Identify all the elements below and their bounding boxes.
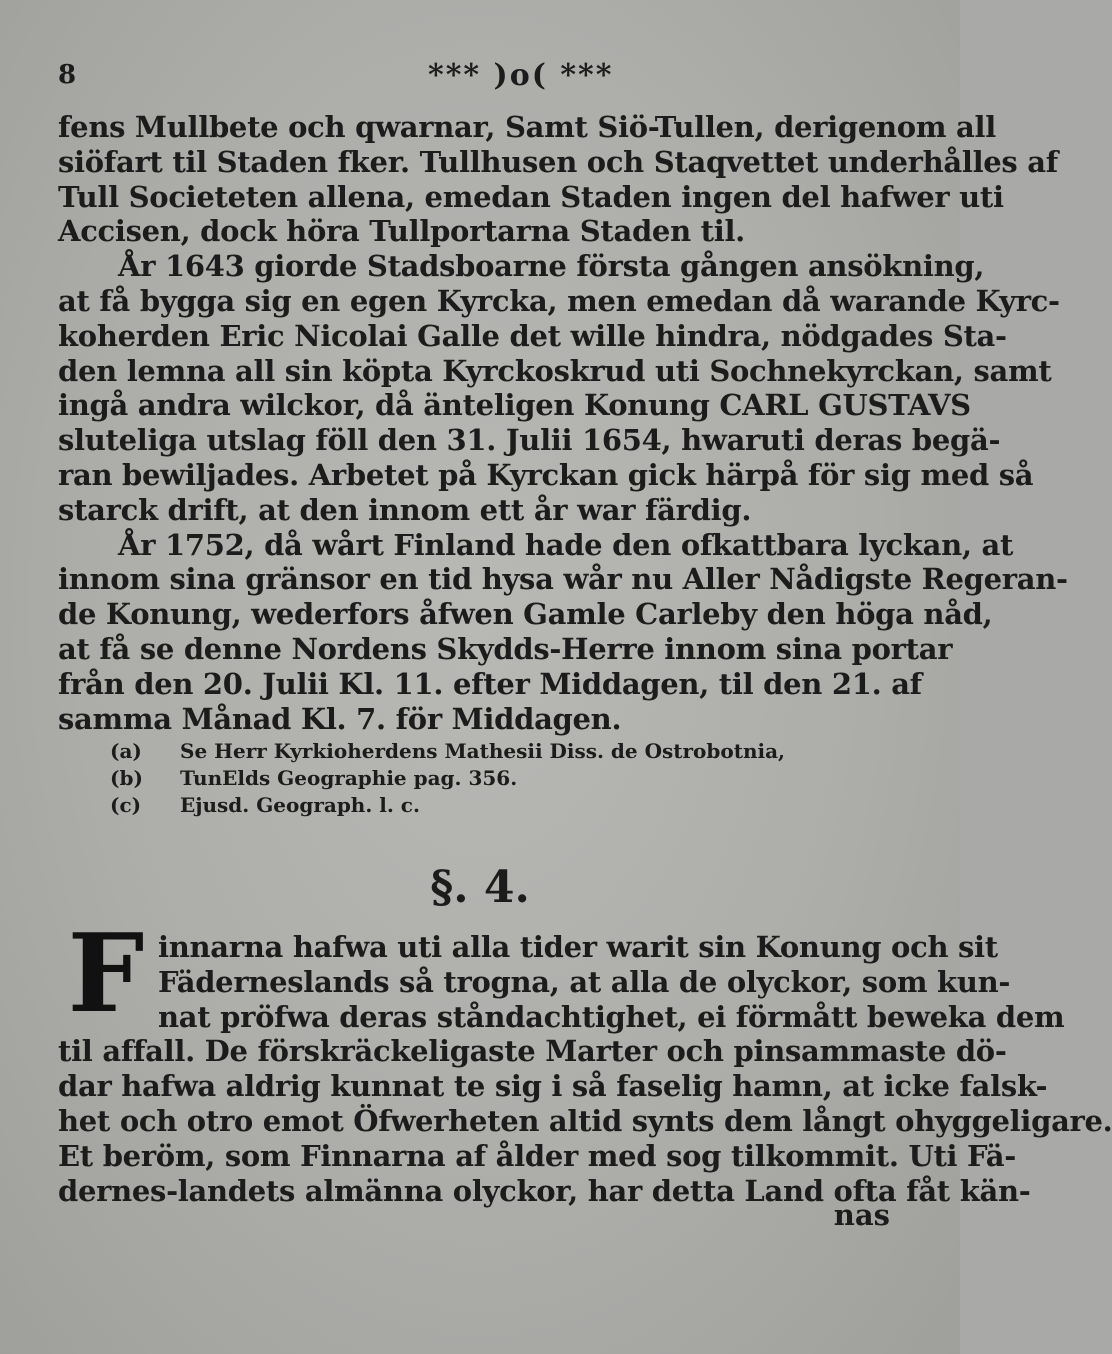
text-line: til affall. De förskräckeligaste Marter och pinsammaste dö-: [58, 1034, 1007, 1069]
text-line: de Konung, wederfors åfwen Gamle Carleby den höga nåd,: [58, 597, 993, 632]
footnote-text: Ejusd. Geograph. l. c.: [180, 793, 420, 817]
text-line: koherden Eric Nicolai Galle det wille hindra, nödgades Sta-: [58, 318, 1007, 353]
text-line: från den 20. Julii Kl. 11. efter Middagen, til den 21. af: [58, 666, 922, 701]
text-line: nat pröfwa deras ståndachtighet, ei förmått beweka dem: [158, 999, 1065, 1034]
text-line: dar hafwa aldrig kunnat te sig i så faselig hamn, at icke falsk-: [58, 1069, 1048, 1104]
text-line: fens Mullbete och qwarnar, Samt Siö-Tullen, derigenom all: [58, 110, 996, 144]
text-line: den lemna all sin köpta Kyrckoskrud uti Sochnekyrckan, samt: [58, 353, 1052, 388]
text-line: Accisen, dock höra Tullportarna Staden til.: [58, 214, 745, 249]
text-line: Fäderneslands så trogna, at alla de olyckor, som kun-: [158, 964, 1011, 999]
text-line: starck drift, at den innom ett år war färdig.: [58, 492, 752, 527]
text-line: innom sina gränsor en tid hysa wår nu Aller Nådigste Regeran-: [58, 562, 1068, 597]
text-line: innarna hafwa uti alla tider warit sin Konung och sit: [158, 930, 998, 964]
catchword: nas: [833, 1198, 890, 1232]
section-text: [58, 930, 1112, 1208]
text-line: at få bygga sig en egen Kyrcka, men emedan då warande Kyrc-: [58, 283, 1060, 318]
header-ornament: *** )o( ***: [428, 58, 614, 93]
footnote-mark: (c): [110, 793, 142, 817]
text-line: ingå andra wilckor, då änteligen Konung CARL GUSTAVS: [58, 388, 971, 423]
text-line: Et beröm, som Finnarna af ålder med sog tilkommit. Uti Fä-: [58, 1138, 1016, 1173]
text-line: ran bewiljades. Arbetet på Kyrckan gick härpå för sig med så: [58, 457, 1034, 492]
page-number: 8: [58, 60, 77, 90]
text-line: at få se denne Nordens Skydds-Herre innom sina portar: [58, 631, 953, 666]
page-header: [58, 58, 898, 98]
footnote-mark: (b): [110, 766, 143, 790]
drop-cap: F: [67, 911, 145, 1037]
text-line: samma Månad Kl. 7. för Middagen.: [58, 701, 622, 736]
section-title: §. 4.: [430, 862, 530, 913]
text-line: dernes-landets almänna olyckor, har detta Land ofta fåt kän-: [58, 1173, 1031, 1208]
footnote-mark: (a): [110, 739, 142, 763]
footnote-text: Se Herr Kyrkioherdens Mathesii Diss. de Ostrobotnia,: [180, 739, 785, 763]
text-line: het och otro emot Öfwerheten altid synts dem långt ohyggeligare.: [58, 1103, 1112, 1138]
body-text: [58, 110, 1068, 736]
footnote: [110, 765, 830, 792]
footnote: [110, 792, 830, 819]
text-line: sluteliga utslag föll den 31. Julii 1654, hwaruti deras begä-: [58, 423, 1001, 458]
footnotes: [110, 738, 830, 819]
text-line: siöfart til Staden fker. Tullhusen och Staqvettet underhålles af: [58, 144, 1058, 179]
text-line: Tull Societeten allena, emedan Staden ingen del hafwer uti: [58, 179, 1004, 214]
text-line: År 1643 giorde Stadsboarne första gången ansökning,: [118, 249, 985, 284]
text-line: År 1752, då wårt Finland hade den ofkattbara lyckan, at: [118, 527, 1014, 562]
footnote-text: TunElds Geographie pag. 356.: [180, 766, 518, 790]
footnote: [110, 738, 830, 765]
